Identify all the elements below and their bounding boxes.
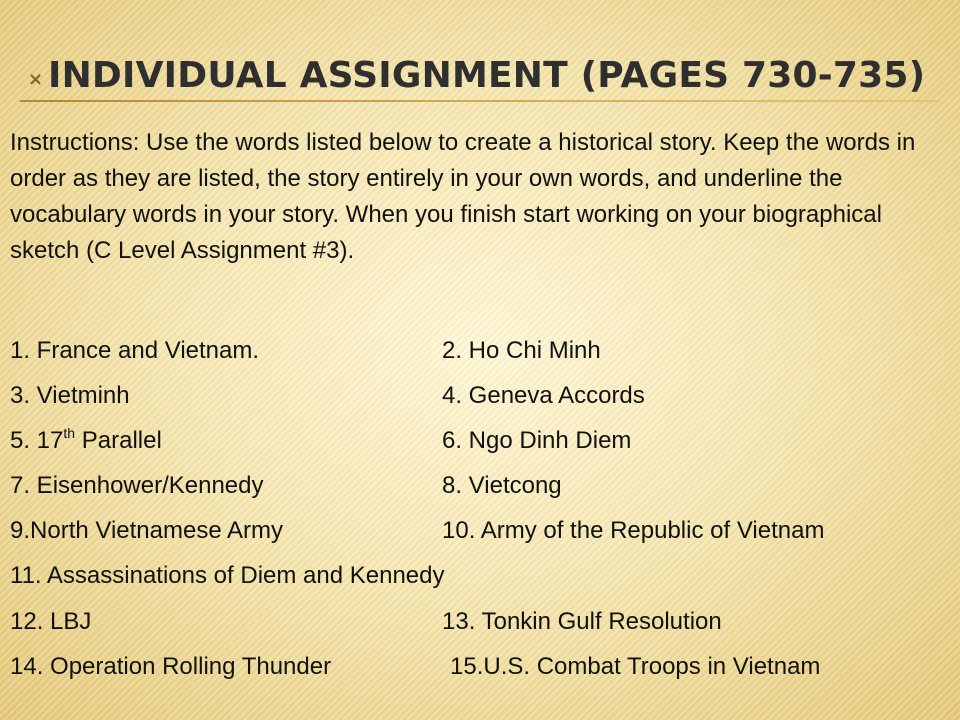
vocabulary-row-3 — [10, 418, 940, 463]
vocabulary-item-13: 13. Tonkin Gulf Resolution — [442, 608, 722, 635]
vocabulary-item-9: 9.North Vietnamese Army — [10, 517, 284, 544]
vocabulary-item-5-prefix: 5. 17 — [10, 427, 64, 454]
vocabulary-item-5 — [10, 418, 162, 466]
vocabulary-row-6 — [10, 553, 940, 599]
title-area — [20, 52, 940, 110]
vocabulary-item-15: 15.U.S. Combat Troops in Vietnam — [450, 653, 821, 680]
vocabulary-item-12: 12. LBJ — [10, 608, 92, 635]
vocabulary-item-14: 14. Operation Rolling Thunder — [10, 653, 332, 680]
vocabulary-item-8: 8. Vietcong — [442, 472, 562, 499]
vocabulary-list — [10, 328, 940, 689]
vocabulary-item-7: 7. Eisenhower/Kennedy — [10, 472, 264, 499]
vocabulary-row-2 — [10, 373, 940, 418]
vocabulary-row-5 — [10, 508, 940, 553]
vocabulary-item-4: 4. Geneva Accords — [442, 382, 645, 409]
vocabulary-row-8 — [10, 644, 940, 689]
vocabulary-item-2: 2. Ho Chi Minh — [442, 337, 601, 364]
vocabulary-item-6: 6. Ngo Dinh Diem — [442, 427, 632, 454]
vocabulary-item-3: 3. Vietminh — [10, 382, 130, 409]
title-divider — [20, 100, 940, 102]
slide-title: INDIVIDUAL ASSIGNMENT (PAGES 730-735) — [48, 55, 926, 96]
vocabulary-row-4 — [10, 463, 940, 508]
vocabulary-item-1: 1. France and Vietnam. — [10, 337, 260, 364]
vocabulary-item-11: 11. Assassinations of Diem and Kennedy — [10, 562, 445, 589]
vocabulary-row-1 — [10, 328, 940, 373]
vocabulary-row-7 — [10, 599, 940, 644]
vocabulary-item-5-suffix: Parallel — [75, 427, 162, 454]
vocabulary-item-10: 10. Army of the Republic of Vietnam — [442, 517, 825, 544]
bullet-icon: × — [28, 69, 44, 90]
vocabulary-item-5-superscript: th — [63, 425, 76, 441]
instructions-text: Instructions: Use the words listed below to create a historical story. Keep the words in order as they are listed, the story entirely in your own words, and underline the vocabulary words in your story. When you finish start working on your biographical sketch (C Level Assignment #3). — [10, 129, 916, 264]
